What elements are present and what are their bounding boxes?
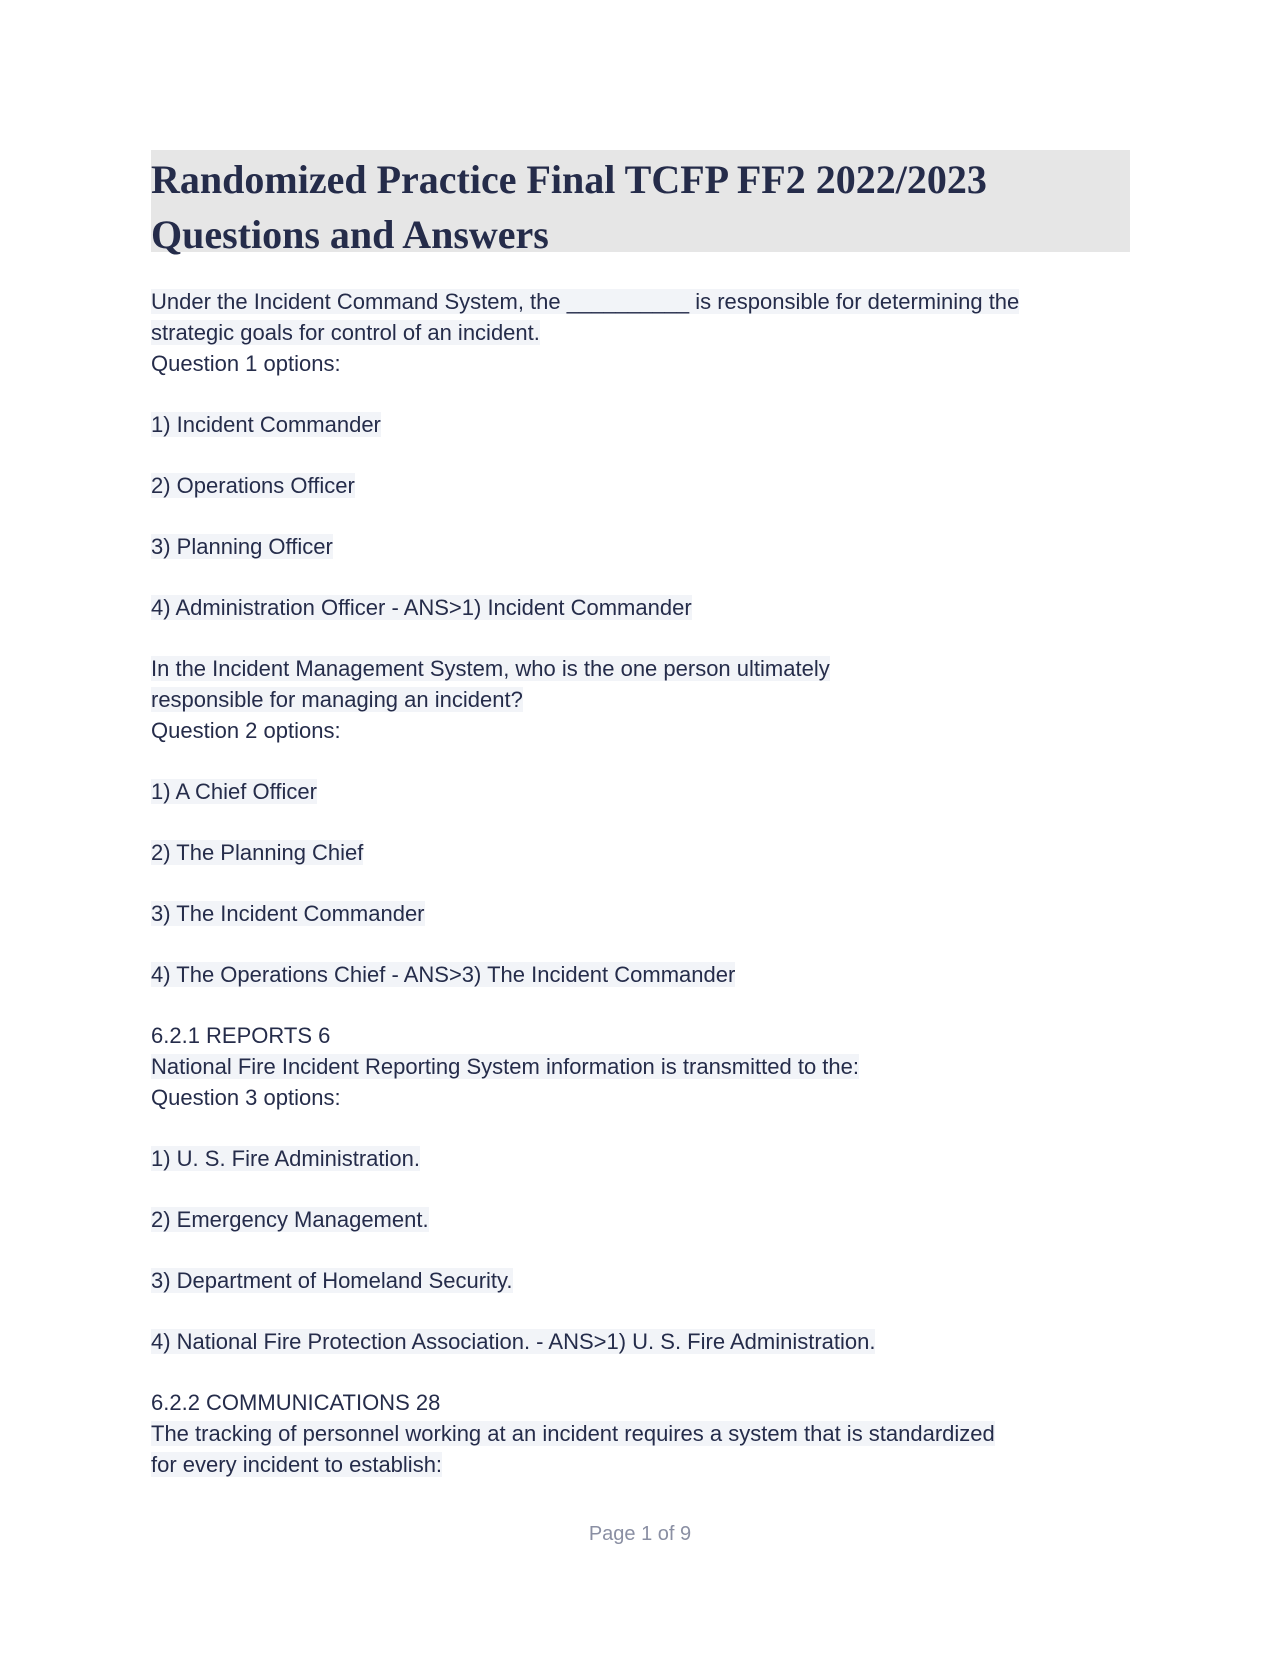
q1-text-line-1: Under the Incident Command System, the __________ is responsible for determining the bbox=[151, 289, 1020, 314]
q1-option-2: 2) Operations Officer bbox=[151, 473, 355, 498]
document-page bbox=[151, 150, 1130, 1480]
q2-option-1: 1) A Chief Officer bbox=[151, 779, 317, 804]
q2-options-label: Question 2 options: bbox=[151, 718, 341, 743]
title-line-1: Randomized Practice Final TCFP FF2 2022/2023 bbox=[151, 157, 987, 202]
q1-option-1: 1) Incident Commander bbox=[151, 412, 381, 437]
q3-text-line-1: National Fire Incident Reporting System information is transmitted to the: bbox=[151, 1054, 859, 1079]
q4-text-line-2: for every incident to establish: bbox=[151, 1452, 443, 1477]
q3-options-label: Question 3 options: bbox=[151, 1085, 341, 1110]
q3-option-4-answer: 4) National Fire Protection Association. - ANS>1) U. S. Fire Administration. bbox=[151, 1329, 876, 1354]
q1-option-3: 3) Planning Officer bbox=[151, 534, 333, 559]
q2-text-line-1: In the Incident Management System, who is the one person ultimately bbox=[151, 656, 830, 681]
q1-options-label: Question 1 options: bbox=[151, 351, 341, 376]
q2-option-3: 3) The Incident Commander bbox=[151, 901, 425, 926]
q1-option-4-answer: 4) Administration Officer - ANS>1) Incident Commander bbox=[151, 595, 692, 620]
q2-option-2: 2) The Planning Chief bbox=[151, 840, 364, 865]
q2-option-4-answer: 4) The Operations Chief - ANS>3) The Incident Commander bbox=[151, 962, 736, 987]
q3-section-heading: 6.2.1 REPORTS 6 bbox=[151, 1023, 331, 1048]
q3-option-2: 2) Emergency Management. bbox=[151, 1207, 429, 1232]
q4-section-heading: 6.2.2 COMMUNICATIONS 28 bbox=[151, 1390, 441, 1415]
title-line-2: Questions and Answers bbox=[151, 212, 549, 257]
q1-text-line-2: strategic goals for control of an incident. bbox=[151, 320, 540, 345]
document-title bbox=[151, 150, 1130, 257]
q3-option-1: 1) U. S. Fire Administration. bbox=[151, 1146, 420, 1171]
document-body bbox=[151, 286, 1130, 1480]
q2-text-line-2: responsible for managing an incident? bbox=[151, 687, 523, 712]
q3-option-3: 3) Department of Homeland Security. bbox=[151, 1268, 513, 1293]
page-number-footer: Page 1 of 9 bbox=[588, 1523, 692, 1545]
q4-text-line-1: The tracking of personnel working at an incident requires a system that is standardized bbox=[151, 1421, 995, 1446]
